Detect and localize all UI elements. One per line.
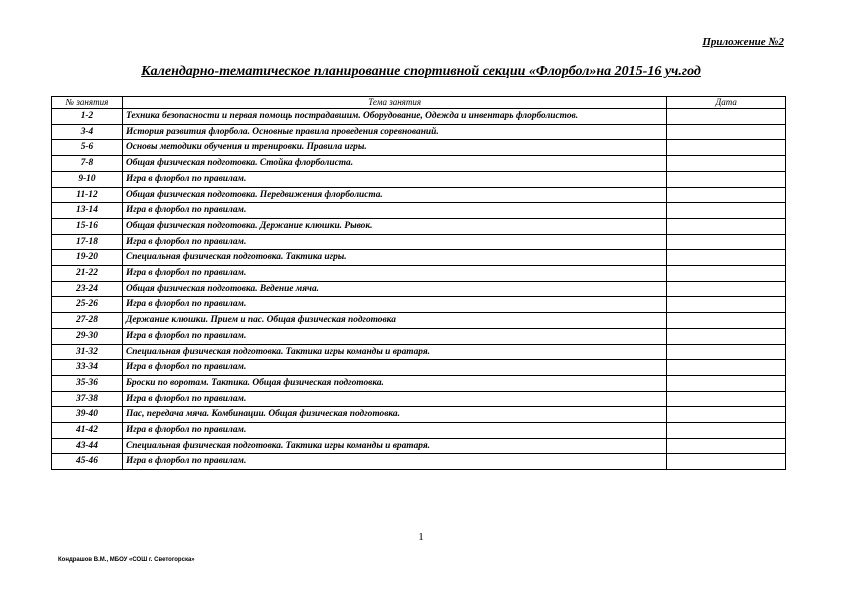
lesson-topic-cell: Основы методики обучения и тренировки. Правила игры. (122, 140, 666, 156)
date-cell (667, 344, 786, 360)
table-row (52, 250, 786, 266)
lesson-topic-cell: Броски по воротам. Тактика. Общая физическая подготовка. (122, 375, 666, 391)
lesson-topic-cell: Игра в флорбол по правилам. (122, 328, 666, 344)
lesson-topic-cell: Игра в флорбол по правилам. (122, 391, 666, 407)
lesson-topic-cell: Общая физическая подготовка. Передвижения флорболиста. (122, 187, 666, 203)
lesson-number-cell: 7-8 (52, 156, 123, 172)
table-row (52, 109, 786, 125)
table-header-row (52, 97, 786, 109)
lesson-topic-cell: Специальная физическая подготовка. Тактика игры команды и вратаря. (122, 344, 666, 360)
lesson-number-cell: 31-32 (52, 344, 123, 360)
lesson-number-cell: 23-24 (52, 281, 123, 297)
lesson-number-cell: 37-38 (52, 391, 123, 407)
lesson-number-cell: 39-40 (52, 407, 123, 423)
table-row (52, 156, 786, 172)
date-cell (667, 218, 786, 234)
table-row (52, 454, 786, 470)
table-body (52, 109, 786, 470)
date-cell (667, 266, 786, 282)
lesson-number-cell: 17-18 (52, 234, 123, 250)
date-cell (667, 281, 786, 297)
lesson-number-cell: 1-2 (52, 109, 123, 125)
table-row (52, 423, 786, 439)
table-row (52, 281, 786, 297)
lesson-topic-cell: Игра в флорбол по правилам. (122, 266, 666, 282)
lesson-number-cell: 3-4 (52, 124, 123, 140)
lesson-number-cell: 27-28 (52, 313, 123, 329)
date-cell (667, 203, 786, 219)
lesson-topic-cell: Пас, передача мяча. Комбинации. Общая физическая подготовка. (122, 407, 666, 423)
date-cell (667, 250, 786, 266)
table-row (52, 203, 786, 219)
date-cell (667, 375, 786, 391)
document-title: Календарно-тематическое планирование спортивной секции «Флорбол»на 2015-16 уч.год (141, 64, 701, 79)
lesson-topic-cell: Игра в флорбол по правилам. (122, 234, 666, 250)
lesson-topic-cell: Игра в флорбол по правилам. (122, 454, 666, 470)
lesson-number-cell: 15-16 (52, 218, 123, 234)
lesson-number-cell: 21-22 (52, 266, 123, 282)
lesson-number-cell: 19-20 (52, 250, 123, 266)
lesson-number-cell: 35-36 (52, 375, 123, 391)
table-row (52, 171, 786, 187)
header-lesson-number: № занятия (52, 97, 123, 109)
table-row (52, 391, 786, 407)
date-cell (667, 438, 786, 454)
lesson-topic-cell: Игра в флорбол по правилам. (122, 297, 666, 313)
header-lesson-topic: Тема занятия (122, 97, 666, 109)
table-row (52, 140, 786, 156)
lesson-topic-cell: Специальная физическая подготовка. Тактика игры. (122, 250, 666, 266)
lesson-topic-cell: Игра в флорбол по правилам. (122, 171, 666, 187)
lesson-topic-cell: Держание клюшки. Прием и пас. Общая физическая подготовка (122, 313, 666, 329)
date-cell (667, 140, 786, 156)
date-cell (667, 109, 786, 125)
lesson-topic-cell: Игра в флорбол по правилам. (122, 423, 666, 439)
appendix-label: Приложение №2 (702, 36, 784, 48)
table-row (52, 124, 786, 140)
lesson-number-cell: 11-12 (52, 187, 123, 203)
lesson-topic-cell: Общая физическая подготовка. Держание клюшки. Рывок. (122, 218, 666, 234)
date-cell (667, 454, 786, 470)
table-row (52, 344, 786, 360)
lesson-topic-cell: Техника безопасности и первая помощь пострадавшим. Оборудование, Одежда и инвентарь флорболистов. (122, 109, 666, 125)
lesson-topic-cell: Общая физическая подготовка. Стойка флорболиста. (122, 156, 666, 172)
table-row (52, 234, 786, 250)
date-cell (667, 313, 786, 329)
lesson-number-cell: 41-42 (52, 423, 123, 439)
lesson-number-cell: 33-34 (52, 360, 123, 376)
page-number: 1 (418, 531, 424, 543)
table-row (52, 438, 786, 454)
date-cell (667, 187, 786, 203)
table-row (52, 266, 786, 282)
date-cell (667, 156, 786, 172)
date-cell (667, 360, 786, 376)
lesson-topic-cell: Общая физическая подготовка. Ведение мяча. (122, 281, 666, 297)
lesson-topic-cell: Специальная физическая подготовка. Тактика игры команды и вратаря. (122, 438, 666, 454)
table-row (52, 313, 786, 329)
lesson-number-cell: 45-46 (52, 454, 123, 470)
date-cell (667, 234, 786, 250)
table-row (52, 187, 786, 203)
table-row (52, 218, 786, 234)
table-row (52, 297, 786, 313)
lesson-number-cell: 29-30 (52, 328, 123, 344)
table-row (52, 407, 786, 423)
date-cell (667, 171, 786, 187)
table-row (52, 375, 786, 391)
date-cell (667, 297, 786, 313)
lesson-number-cell: 43-44 (52, 438, 123, 454)
lesson-topic-cell: История развития флорбола. Основные правила проведения соревнований. (122, 124, 666, 140)
lesson-number-cell: 9-10 (52, 171, 123, 187)
table-row (52, 360, 786, 376)
lesson-number-cell: 25-26 (52, 297, 123, 313)
lesson-number-cell: 5-6 (52, 140, 123, 156)
date-cell (667, 328, 786, 344)
schedule-table (51, 96, 786, 470)
header-date: Дата (667, 97, 786, 109)
lesson-topic-cell: Игра в флорбол по правилам. (122, 203, 666, 219)
lesson-number-cell: 13-14 (52, 203, 123, 219)
date-cell (667, 423, 786, 439)
date-cell (667, 391, 786, 407)
date-cell (667, 407, 786, 423)
date-cell (667, 124, 786, 140)
table-row (52, 328, 786, 344)
footer-author: Кондрашов В.М., МБОУ «СОШ г. Светогорска» (58, 557, 195, 563)
lesson-topic-cell: Игра в флорбол по правилам. (122, 360, 666, 376)
